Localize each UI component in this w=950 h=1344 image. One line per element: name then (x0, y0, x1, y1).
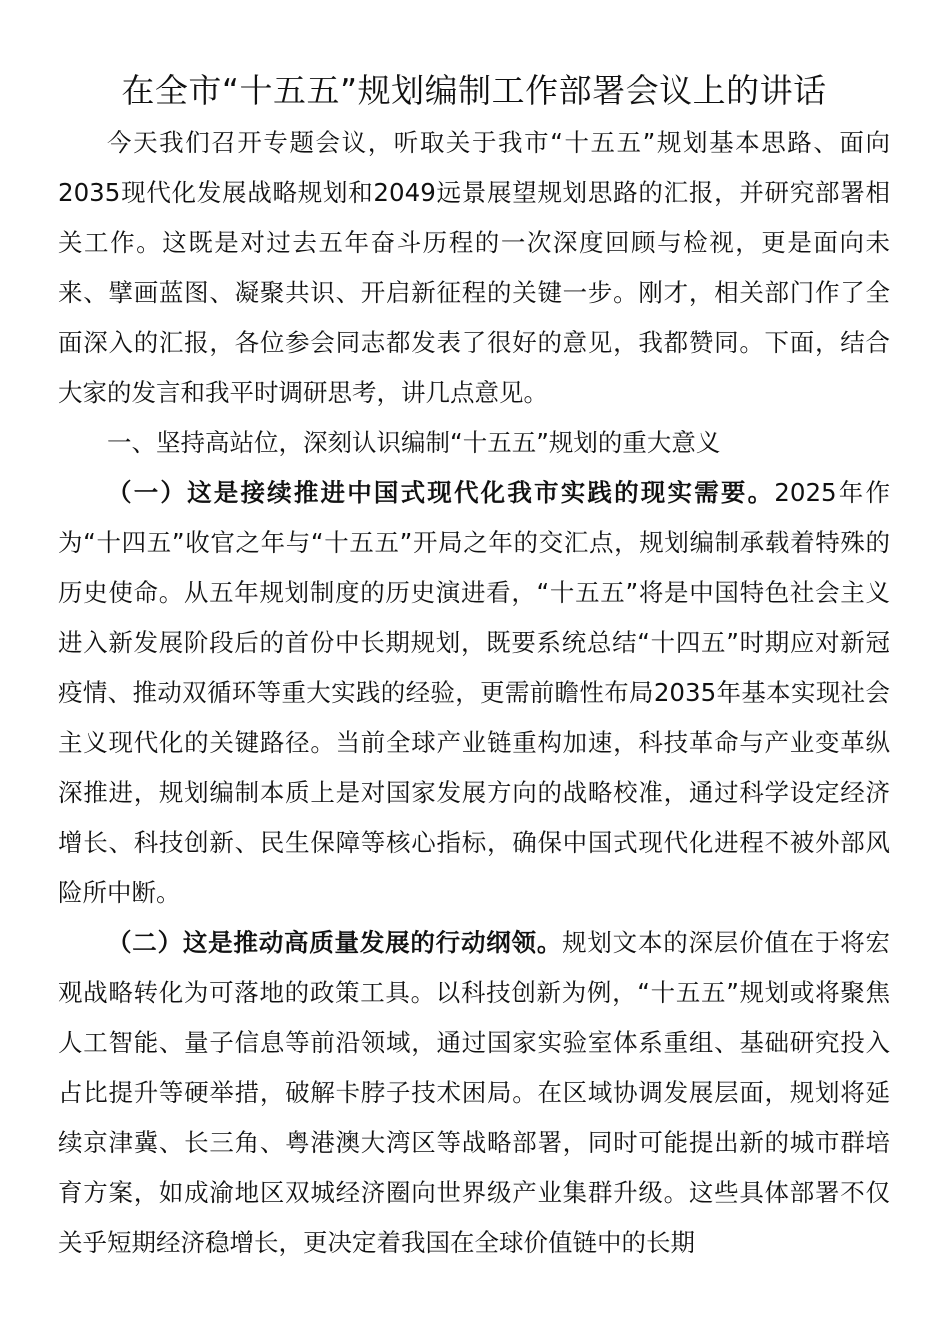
document-title: 在全市“十五五”规划编制工作部署会议上的讲话 (121, 71, 827, 110)
item-lead-1: （一）这是接续推进中国式现代化我市实践的现实需要。 (107, 478, 775, 507)
item-paragraph-1 (58, 468, 890, 918)
item-lead-2: （二）这是推动高质量发展的行动纲领。 (107, 928, 563, 957)
item-paragraph-2 (58, 918, 890, 1268)
section-heading-1: 一、坚持高站位，深刻认识编制“十五五”规划的重大意义 (107, 428, 721, 457)
intro-paragraph: 今天我们召开专题会议，听取关于我市“十五五”规划基本思路、面向2035现代化发展战略规划和2049远景展望规划思路的汇报，并研究部署相关工作。这既是对过去五年奋斗历程的一次深度回顾与检视，更是面向未来、擘画蓝图、凝聚共识、开启新征程的关键一步。刚才，相关部门作了全面深入的汇报，各位参会同志都发表了很好的意见，我都赞同。下面，结合大家的发言和我平时调研思考，讲几点意见。 (58, 128, 890, 407)
item-body-2: 规划文本的深层价值在于将宏观战略转化为可落地的政策工具。以科技创新为例，“十五五”规划或将聚焦人工智能、量子信息等前沿领域，通过国家实验室体系重组、基础研究投入占比提升等硬举措，破解卡脖子技术困局。在区域协调发展层面，规划将延续京津冀、长三角、粤港澳大湾区等战略部署，同时可能提出新的城市群培育方案，如成渝地区双城经济圈向世界级产业集群升级。这些具体部署不仅关乎短期经济稳增长，更决定着我国在全球价值链中的长期 (58, 928, 891, 1257)
item-body-1: 2025年作为“十四五”收官之年与“十五五”开局之年的交汇点，规划编制承载着特殊的历史使命。从五年规划制度的历史演进看，“十五五”将是中国特色社会主义进入新发展阶段后的首份中长期规划，既要系统总结“十四五”时期应对新冠疫情、推动双循环等重大实践的经验，更需前瞻性布局2035年基本实现社会主义现代化的关键路径。当前全球产业链重构加速，科技革命与产业变革纵深推进，规划编制本质上是对国家发展方向的战略校准，通过科学设定经济增长、科技创新、民生保障等核心指标，确保中国式现代化进程不被外部风险所中断。 (58, 478, 890, 907)
